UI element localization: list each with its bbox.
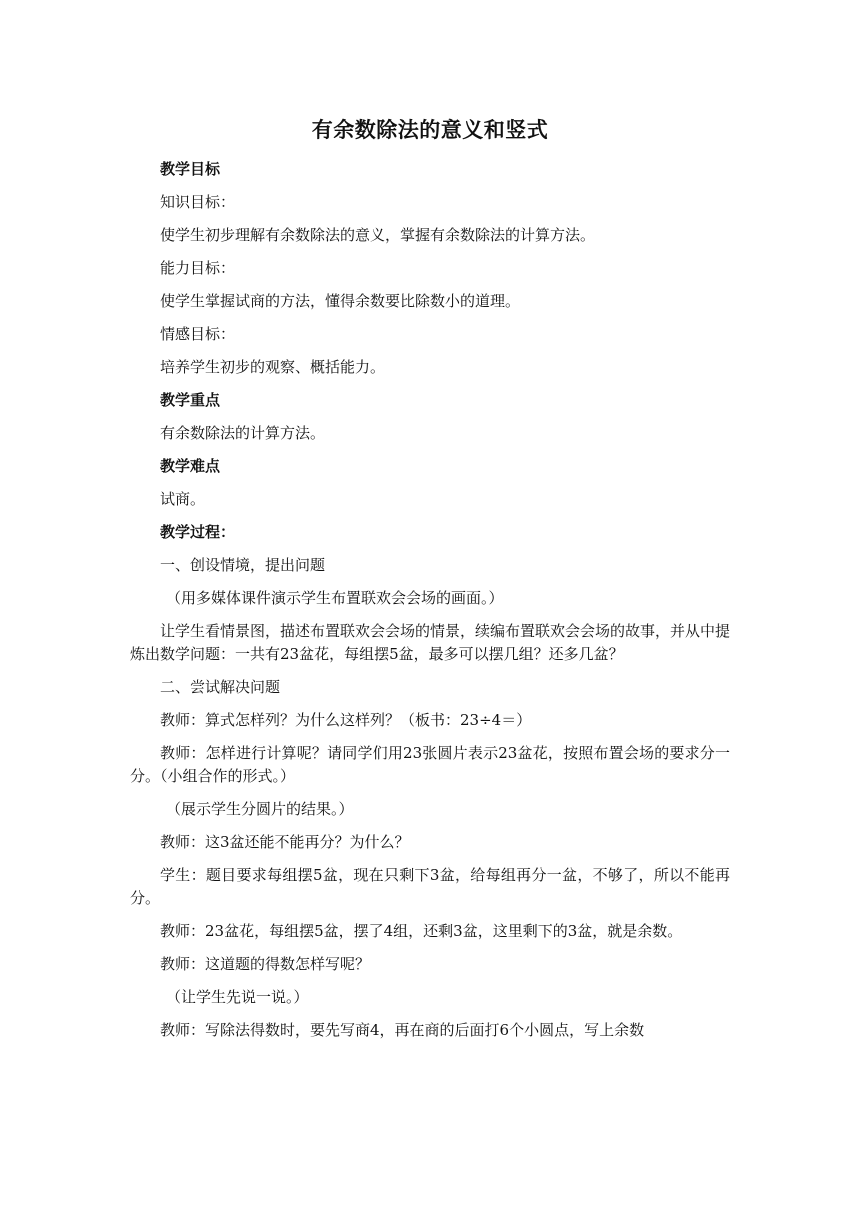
paragraph: 让学生看情景图，描述布置联欢会会场的情景，续编布置联欢会会场的故事，并从中提炼出数学问题：一共有23盆花，每组摆5盆，最多可以摆几组？还多几盆？ [130, 622, 731, 663]
paragraph: 使学生掌握试商的方法，懂得余数要比除数小的道理。 [160, 292, 521, 310]
paragraph: 学生：题目要求每组摆5盆，现在只剩下3盆，给每组再分一盆，不够了，所以不能再分。 [130, 866, 730, 907]
document-body [130, 158, 730, 1052]
paragraph: （让学生先说一说。） [166, 988, 309, 1006]
document-title: 有余数除法的意义和竖式 [311, 118, 549, 142]
paragraph: 有余数除法的计算方法。 [160, 424, 326, 442]
paragraph: 试商。 [160, 490, 206, 508]
paragraph: （用多媒体课件演示学生布置联欢会会场的画面。） [166, 589, 504, 607]
heading-difficulties: 教学难点 [160, 457, 221, 475]
paragraph: 教师：这3盆还能不能再分？为什么？ [160, 833, 410, 851]
paragraph: （展示学生分圆片的结果。） [166, 800, 354, 818]
paragraph: 知识目标： [160, 193, 236, 211]
paragraph: 使学生初步理解有余数除法的意义，掌握有余数除法的计算方法。 [160, 226, 596, 244]
heading-key-points: 教学重点 [160, 391, 221, 409]
paragraph: 教师：写除法得数时，要先写商4，再在商的后面打6个小圆点，写上余数 [160, 1021, 645, 1039]
paragraph: 教师：这道题的得数怎样写呢？ [160, 955, 371, 973]
paragraph: 教师：23盆花，每组摆5盆，摆了4组，还剩3盆，这里剩下的3盆，就是余数。 [160, 922, 683, 940]
paragraph: 教师：怎样进行计算呢？请同学们用23张圆片表示23盆花，按照布置会场的要求分一分。（小组合作的形式。） [130, 744, 730, 785]
heading-teaching-process: 教学过程： [160, 523, 236, 541]
heading-teaching-goals: 教学目标 [160, 160, 221, 178]
paragraph: 能力目标： [160, 259, 236, 277]
paragraph: 情感目标： [160, 325, 236, 343]
paragraph: 教师：算式怎样列？为什么这样列？（板书：23÷4＝） [160, 711, 532, 729]
paragraph: 二、尝试解决问题 [160, 678, 281, 696]
paragraph: 培养学生初步的观察、概括能力。 [160, 358, 386, 376]
paragraph: 一、创设情境，提出问题 [160, 556, 326, 574]
